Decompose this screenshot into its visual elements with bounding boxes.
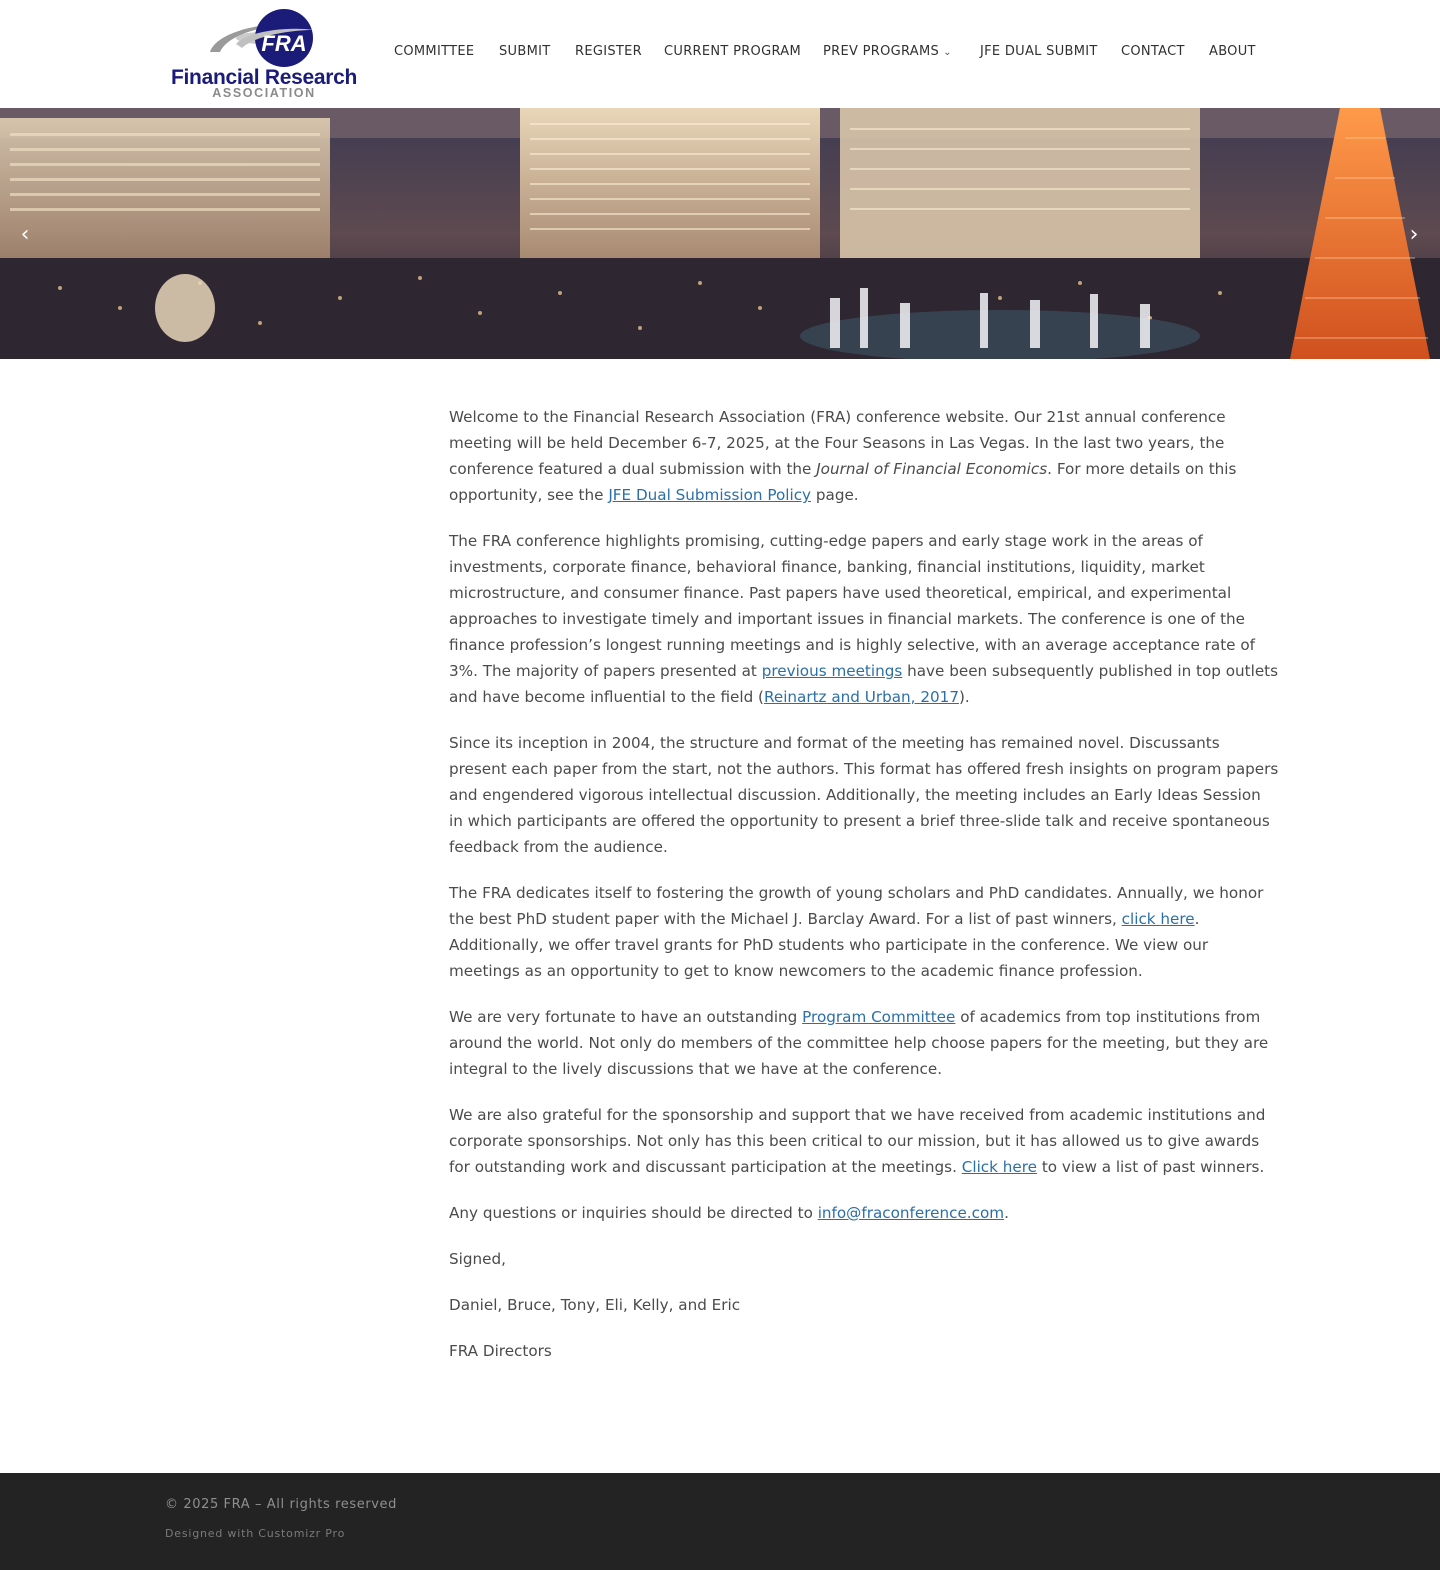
main-content	[449, 404, 1279, 1384]
jfe-dual-submission-link[interactable]: JFE Dual Submission Policy	[608, 486, 812, 504]
footer-copyright: © 2025 FRA – All rights reserved	[165, 1497, 398, 1512]
director-names: Daniel, Bruce, Tony, Eli, Kelly, and Eric	[449, 1296, 741, 1314]
slider-prev-icon[interactable]: ‹	[20, 222, 30, 247]
chevron-down-icon: ⌄	[943, 47, 952, 58]
logo-subtitle: ASSOCIATION	[212, 86, 316, 100]
sponsor-winners-link[interactable]: Click here	[961, 1158, 1037, 1176]
nav-submit[interactable]: SUBMIT	[499, 44, 551, 59]
nav-jfe-dual-submit[interactable]: JFE DUAL SUBMIT	[980, 44, 1098, 59]
sponsorship-paragraph: We are also grateful for the sponsorship and support that we have received from academic institutions and corporate sponsorships. Not only has this been critical to our mission, but it has allowed us to give awards for outstanding work and discussant participation at the meetings. Click here to view a list of past winners.	[449, 1106, 1266, 1176]
nav-contact[interactable]: CONTACT	[1121, 44, 1185, 59]
customizr-link[interactable]: Customizr Pro	[258, 1527, 346, 1540]
directors-label: FRA Directors	[449, 1342, 552, 1360]
nav-committee[interactable]: COMMITTEE	[394, 44, 475, 59]
hero-slider	[0, 108, 1440, 359]
reinartz-urban-link[interactable]: Reinartz and Urban, 2017	[763, 688, 959, 706]
logo-name: Financial Research	[170, 66, 358, 89]
nav-register[interactable]: REGISTER	[575, 44, 642, 59]
site-header	[0, 0, 1440, 108]
fra-emblem-icon	[206, 8, 326, 70]
logo-emblem-text: FRA	[261, 31, 307, 56]
young-scholars-paragraph: The FRA dedicates itself to fostering the growth of young scholars and PhD candidates. Annually, we honor the best PhD student paper with the Michael J. Barclay Award. For a list of past winners, click here. Additionally, we offer travel grants for PhD students who participate in the conference. We view our meetings as an opportunity to get to know newcomers to the academic finance profession.	[449, 884, 1264, 980]
nav-about[interactable]: ABOUT	[1209, 44, 1256, 59]
format-paragraph: Since its inception in 2004, the structure and format of the meeting has remained novel. Discussants present each paper from the start, not the authors. This format has offered fresh insights on program papers and engendered vigorous intellectual discussion. Additionally, the meeting includes an Early Ideas Session in which participants are offered the opportunity to present a brief three-slide talk and receive spontaneous feedback from the audience.	[449, 734, 1279, 856]
hero-cityscape-image	[0, 108, 1440, 359]
signed-text: Signed,	[449, 1250, 506, 1268]
highlights-paragraph: The FRA conference highlights promising, cutting-edge papers and early stage work in the areas of investments, corporate finance, behavioral finance, banking, financial institutions, liquidity, market microstructure, and consumer finance. Past papers have used theoretical, empirical, and experimental approaches to investigate timely and important issues in financial markets. The conference is one of the finance profession’s longest running meetings and is highly selective, with an average acceptance rate of 3%. The majority of papers presented at previous meetings have been subsequently published in top outlets and have become influential to the field (Reinartz and Urban, 2017).	[449, 532, 1279, 706]
contact-paragraph: Any questions or inquiries should be directed to info@fraconference.com.	[449, 1204, 1009, 1222]
fra-logo[interactable]	[166, 8, 362, 102]
committee-paragraph: We are very fortunate to have an outstanding Program Committee of academics from top institutions from around the world. Not only do members of the committee help choose papers for the meeting, but they are integral to the lively discussions that we have at the conference.	[449, 1008, 1269, 1078]
welcome-paragraph: Welcome to the Financial Research Association (FRA) conference website. Our 21st annual conference meeting will be held December 6-7, 2025, at the Four Seasons in Las Vegas. In the last two years, the conference featured a dual submission with the Journal of Financial Economics. For more details on this opportunity, see the JFE Dual Submission Policy page.	[449, 408, 1237, 504]
nav-prev-programs[interactable]	[823, 44, 952, 59]
footer-credit: Designed with Customizr Pro	[165, 1527, 346, 1540]
nav-current-program[interactable]: CURRENT PROGRAM	[664, 44, 801, 59]
slider-next-icon[interactable]: ›	[1409, 222, 1419, 247]
past-winners-link[interactable]: click here	[1121, 910, 1195, 928]
nav-prev-programs-label: PREV PROGRAMS	[823, 44, 940, 59]
previous-meetings-link[interactable]: previous meetings	[761, 662, 903, 680]
email-link[interactable]: info@fraconference.com	[817, 1204, 1005, 1222]
site-footer	[0, 1473, 1440, 1570]
program-committee-link[interactable]: Program Committee	[802, 1008, 956, 1026]
journal-title: Journal of Financial Economics	[816, 460, 1048, 478]
